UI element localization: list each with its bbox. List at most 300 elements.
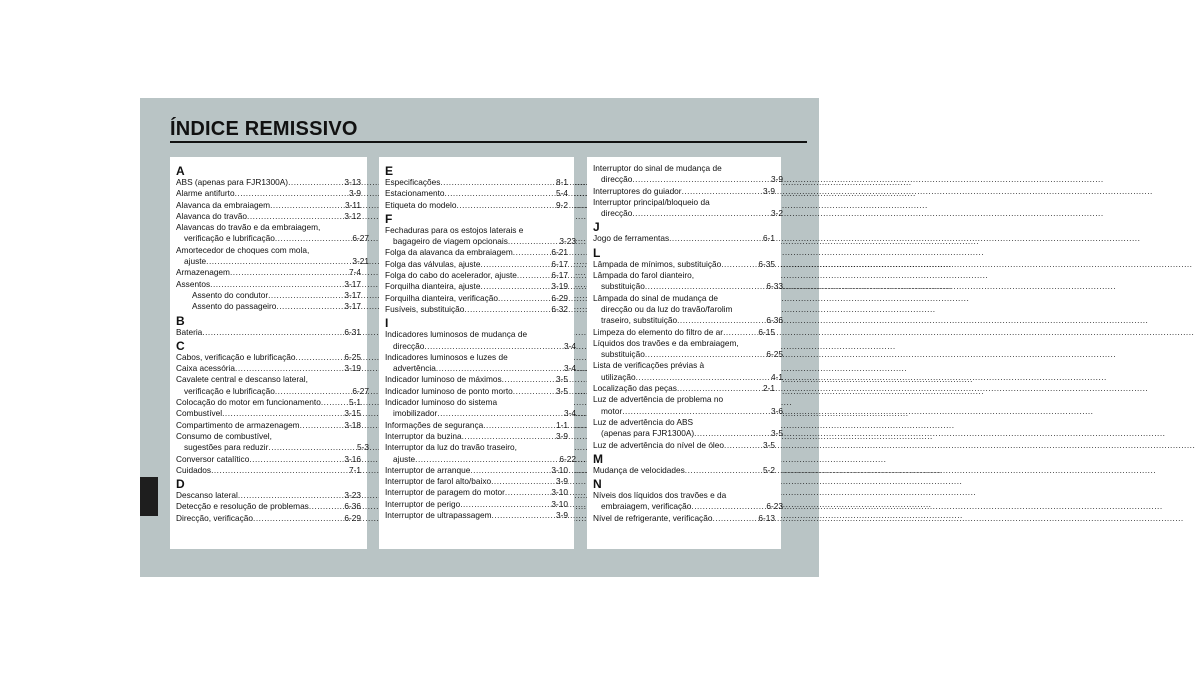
dot-leader — [632, 208, 771, 219]
index-entry — [385, 386, 568, 397]
dot-leader — [275, 233, 353, 244]
index-entry — [385, 329, 576, 352]
index-entry — [385, 476, 568, 487]
index-page-number: 3-2 — [771, 208, 783, 219]
dot-leader — [276, 301, 344, 312]
index-entry-text: Interruptores do guiador — [593, 185, 682, 196]
dot-leader — [202, 327, 344, 338]
dot-leader — [505, 487, 551, 498]
index-entry — [385, 487, 568, 498]
index-page-number: 9-2 — [556, 199, 568, 210]
index-page-number: 3-9 — [771, 174, 783, 185]
dot-leader — [685, 465, 763, 476]
index-entry-line — [385, 431, 568, 442]
index-entry — [176, 490, 361, 501]
index-page-number: 3-5 — [556, 374, 568, 385]
dot-leader — [721, 259, 758, 270]
index-entry-text: direcção — [393, 340, 425, 351]
index-letter-heading: E — [385, 164, 394, 178]
dot-leader — [275, 386, 353, 397]
index-page-number: 6-32 — [551, 303, 568, 314]
index-entry-text: Assento do passageiro — [192, 301, 277, 312]
index-entry-text: Combustível — [176, 408, 223, 419]
dot-leader — [440, 177, 556, 188]
index-entry-line — [176, 188, 361, 199]
index-letter-heading: I — [385, 316, 389, 331]
index-page-number: 3-4 — [564, 340, 576, 351]
index-entry-text: Jogo de ferramentas — [593, 233, 670, 244]
index-entry-line — [192, 290, 361, 301]
index-page-number: 6-27 — [352, 385, 369, 396]
index-page-number: 6-29 — [551, 292, 568, 303]
dot-leader — [480, 281, 551, 292]
index-entry-line — [385, 304, 568, 315]
index-page-number: 6-33 — [766, 281, 783, 292]
index-entry-text: Luz de advertência de problema no — [593, 394, 724, 405]
index-entry-text: Interruptor de paragem do motor — [385, 487, 505, 498]
index-page-number: 3-23 — [344, 490, 361, 501]
index-page-number: 3-12 — [344, 210, 361, 221]
index-page-number: 7-1 — [349, 464, 361, 475]
dot-leader — [457, 200, 557, 211]
index-page-number: 6-22 — [559, 453, 576, 464]
index-entry-text: Colocação do motor em funcionamento — [176, 397, 321, 408]
index-entry — [176, 279, 361, 290]
index-entry — [176, 244, 369, 268]
dot-leader — [415, 454, 559, 465]
index-page-number: 3-13 — [344, 177, 361, 187]
index-page-number: 6-21 — [551, 247, 568, 258]
index-entry — [385, 499, 568, 510]
index-page-number: 3-23 — [559, 236, 576, 247]
index-letter-heading: M — [593, 451, 603, 466]
index-entry-line — [176, 408, 361, 419]
dot-leader — [436, 363, 564, 374]
index-entry — [385, 281, 568, 292]
index-entry-text: verificação e lubrificação — [184, 385, 275, 396]
index-entry-text: Fechaduras para os estojos laterais e — [385, 224, 524, 235]
dot-leader — [464, 304, 551, 315]
dot-leader — [424, 341, 564, 352]
dot-leader — [235, 363, 344, 374]
index-entry-text: (apenas para FJR1300A) — [601, 428, 695, 439]
index-entry-line — [593, 349, 783, 360]
index-page-number: 6-25 — [344, 351, 361, 362]
index-entry-text: Cavalete central e descanso lateral, — [176, 374, 308, 385]
index-letter-heading: F — [385, 211, 393, 226]
index-entry — [176, 267, 361, 278]
index-entry-text: Nível de refrigerante, verificação — [593, 512, 713, 523]
index-entry-line — [593, 406, 783, 417]
index-entry-line — [176, 200, 361, 211]
index-entry-text: Detecção e resolução de problemas — [176, 501, 309, 512]
index-entry-text: Interruptor de arranque — [385, 464, 471, 475]
index-entry-text: Caixa acessória — [176, 363, 236, 374]
index-entry-text: traseiro, substituição — [601, 315, 678, 326]
dot-leader — [645, 281, 767, 292]
index-entry-line — [385, 374, 568, 385]
index-entry-text: Alavanca da embraiagem — [176, 199, 271, 210]
index-column-2 — [379, 157, 574, 549]
index-entry-text: direcção ou da luz do travão/farolim — [601, 303, 733, 314]
index-entry-text: Compartimento de armazenagem — [176, 419, 300, 430]
dot-leader — [268, 290, 344, 301]
index-entry-line — [176, 279, 361, 290]
index-entry — [176, 501, 361, 512]
dot-leader — [677, 383, 763, 394]
index-entry — [385, 247, 568, 258]
index-page-number: 3-10 — [551, 487, 568, 498]
index-page-number: 3-5 — [763, 439, 775, 450]
index-entry-text: Luz de advertência do nível de óleo — [593, 439, 725, 450]
dot-leader — [222, 408, 344, 419]
index-entry-text: Interruptor de perigo — [385, 498, 461, 509]
index-entry-text: direcção — [601, 174, 633, 185]
index-entry — [176, 430, 369, 454]
index-entry-text: Especificações — [385, 177, 441, 187]
index-entry-text: Assento do condutor — [192, 289, 269, 300]
index-page-number: 3-11 — [345, 199, 361, 210]
index-entry — [176, 374, 369, 397]
dot-leader — [211, 465, 349, 476]
index-entry — [385, 420, 568, 431]
index-entry — [176, 222, 369, 245]
dot-leader — [492, 510, 556, 521]
index-letter-heading: J — [593, 220, 600, 235]
index-entry-text: Informações de segurança — [385, 419, 484, 430]
index-entry-line — [385, 341, 576, 352]
index-entry — [593, 259, 775, 270]
index-entry — [593, 383, 775, 394]
index-entry — [176, 420, 361, 431]
index-entry — [593, 513, 775, 524]
page-title: ÍNDICE REMISSIVO — [170, 118, 358, 140]
index-page-number: 3-6 — [771, 405, 783, 416]
index-entry-line — [176, 454, 361, 465]
index-page-number: 6-25 — [766, 349, 783, 360]
index-entry-line — [385, 247, 568, 258]
index-entry-line — [385, 487, 568, 498]
index-entry-line — [385, 236, 576, 247]
dot-leader — [677, 315, 766, 326]
index-entry-line — [593, 383, 775, 394]
dot-leader — [210, 279, 344, 290]
index-entry-line — [385, 499, 568, 510]
dot-leader — [235, 188, 349, 199]
dot-leader — [480, 259, 551, 270]
index-entry — [593, 186, 775, 197]
index-page-number: 6-17 — [551, 270, 568, 281]
index-entry — [176, 188, 361, 199]
index-entry — [176, 200, 361, 211]
index-entry — [176, 211, 361, 222]
dot-leader — [691, 501, 766, 512]
dot-leader — [295, 352, 344, 363]
index-entry-text: Níveis dos líquidos dos travões e da — [593, 490, 727, 501]
index-entry-text: Folga das válvulas, ajuste — [385, 258, 481, 269]
index-entry-line — [593, 281, 783, 292]
index-entry-text: motor — [601, 405, 623, 416]
index-entry-text: direcção — [601, 208, 633, 219]
dot-leader — [712, 513, 758, 524]
dot-leader — [206, 256, 352, 267]
index-entry-line — [176, 386, 369, 397]
index-entry — [176, 465, 361, 476]
index-letter-heading: C — [176, 338, 185, 353]
index-entry-text: Conversor catalítico — [176, 453, 250, 464]
index-entry-line — [192, 301, 361, 312]
index-entry-line — [385, 476, 568, 487]
index-page-number: 3-17 — [344, 278, 361, 289]
index-letter-heading: L — [593, 245, 601, 260]
index-entry-line — [176, 233, 369, 244]
index-letter-heading: D — [176, 477, 185, 492]
index-entry-line — [176, 363, 361, 374]
index-entry-line — [593, 327, 775, 338]
index-entry-text: Etiqueta do modelo — [385, 199, 457, 210]
index-entry-line — [176, 513, 361, 524]
index-entry-text: Líquidos dos travões e da embraiagem, — [593, 337, 739, 348]
index-letter-heading: B — [176, 313, 185, 328]
index-entry — [593, 270, 783, 293]
index-page-number: 3-4 — [564, 363, 576, 374]
index-page-number: 6-17 — [551, 258, 568, 269]
index-entry-text: Fusíveis, substituição — [385, 303, 465, 314]
index-entry-line — [593, 440, 775, 451]
index-entry — [593, 327, 775, 338]
index-page-number: 3-9 — [556, 476, 568, 487]
dot-leader — [645, 349, 767, 360]
index-entry — [593, 196, 783, 220]
index-entry — [593, 163, 783, 186]
index-page-number: 3-9 — [349, 188, 361, 199]
index-entry-line — [593, 513, 775, 524]
index-entry-text: Cabos, verificação e lubrificação — [176, 351, 296, 362]
index-entry-line — [385, 270, 568, 281]
index-entry-text: Folga do cabo do acelerador, ajuste — [385, 270, 517, 281]
index-letter-heading: A — [176, 164, 185, 178]
dot-leader — [321, 397, 349, 408]
index-entry — [385, 304, 568, 315]
index-entry-line — [176, 442, 369, 453]
index-page-number: 6-35 — [758, 258, 775, 269]
index-entry-line — [593, 233, 775, 244]
index-entry — [176, 513, 361, 524]
dot-leader — [502, 374, 556, 385]
index-entry-line — [385, 386, 568, 397]
dot-leader — [483, 420, 556, 431]
index-entry-text: Indicadores luminosos de mudança de — [385, 329, 528, 340]
index-entry-text: Mudança de velocidades — [593, 464, 685, 475]
index-entry — [176, 363, 361, 374]
index-page-number: 3-9 — [763, 185, 775, 196]
dot-leader — [636, 372, 771, 383]
dot-leader — [270, 200, 345, 211]
index-page-number: 4-1 — [771, 371, 783, 382]
index-entry — [385, 351, 576, 375]
index-entry — [593, 416, 783, 440]
index-page-number: 7-4 — [349, 267, 361, 278]
index-page-number: 3-17 — [344, 301, 361, 312]
index-entry — [176, 454, 361, 465]
index-entry-line — [176, 177, 361, 188]
dot-leader — [300, 420, 345, 431]
index-page-number: 3-18 — [344, 419, 361, 430]
index-entry-text: Lâmpada de mínimos, substituição — [593, 258, 722, 269]
index-entry — [176, 397, 361, 408]
dot-leader — [309, 501, 345, 512]
dot-leader — [491, 476, 556, 487]
index-entry — [385, 465, 568, 476]
dot-leader — [268, 442, 357, 453]
index-page-number: 6-13 — [758, 512, 775, 523]
dot-leader — [723, 327, 758, 338]
dot-leader — [682, 186, 763, 197]
index-entry-text: Lista de verificações prévias à — [593, 360, 705, 371]
dot-leader — [513, 386, 556, 397]
index-entry-line — [593, 372, 783, 383]
index-page-number: 3-10 — [551, 464, 568, 475]
index-entry-line — [593, 501, 783, 512]
index-page-number: 3-16 — [344, 453, 361, 464]
index-page-number: 6-15 — [758, 326, 775, 337]
index-entry — [385, 510, 568, 521]
dot-leader — [460, 499, 551, 510]
index-page-number: 3-19 — [344, 363, 361, 374]
index-page-number: 3-19 — [551, 281, 568, 292]
index-entry-text: Indicador luminoso de máximos — [385, 374, 502, 385]
index-entry-text: Bateria — [176, 326, 203, 337]
index-page-number: 3-5 — [556, 385, 568, 396]
index-entry — [176, 352, 361, 363]
index-entry-text: verificação e lubrificação — [184, 233, 275, 244]
dot-leader — [437, 408, 564, 419]
index-entry-text: Interruptor da luz do travão traseiro, — [385, 442, 517, 453]
dot-leader — [694, 428, 771, 439]
index-entry-line — [593, 465, 775, 476]
index-entry-text: sugestões para reduzir — [184, 442, 269, 453]
index-page-number: 3-10 — [551, 498, 568, 509]
chapter-tab — [140, 477, 158, 516]
index-entry-line — [385, 420, 568, 431]
index-entry-text: ajuste — [184, 256, 207, 267]
index-entry-line — [385, 465, 568, 476]
index-page-number: 3-17 — [344, 289, 361, 300]
index-entry-text: Interruptor de farol alto/baixo — [385, 476, 492, 487]
index-entry-text: Interruptor do sinal de mudança de — [593, 163, 722, 173]
index-entry — [176, 290, 361, 301]
index-entry-text: Limpeza do elemento do filtro de ar — [593, 326, 724, 337]
index-entry-line — [593, 174, 783, 185]
index-entry — [385, 259, 568, 270]
index-entry-line — [176, 420, 361, 431]
index-entry-line — [385, 510, 568, 521]
index-entry-text: Descanso lateral — [176, 490, 238, 501]
index-page-number: 5-3 — [357, 442, 369, 453]
index-entry-text: advertência — [393, 363, 436, 374]
index-entry-line — [385, 454, 576, 465]
index-entry-line — [385, 177, 568, 188]
index-entry-text: utilização — [601, 371, 636, 382]
index-entry — [385, 374, 568, 385]
dot-leader — [517, 270, 551, 281]
index-entry-text: Indicador luminoso do sistema — [385, 397, 498, 408]
index-entry-line — [385, 293, 568, 304]
index-entry — [385, 293, 568, 304]
index-letter-heading: N — [593, 477, 602, 492]
index-page-number: 3-9 — [556, 510, 568, 521]
index-entry-text: Alavancas do travão e da embraiagem, — [176, 222, 321, 233]
dot-leader — [238, 490, 345, 501]
index-entry-line — [593, 315, 783, 326]
dot-leader — [513, 247, 552, 258]
dot-leader — [253, 513, 344, 524]
index-entry-text: Alavanca do travão — [176, 210, 248, 221]
index-entry-text: ajuste — [393, 453, 416, 464]
index-entry-text: Direcção, verificação — [176, 512, 254, 523]
index-entry-text: Lâmpada do farol dianteiro, — [593, 270, 695, 281]
index-page-number: 6-29 — [344, 512, 361, 523]
index-entry-line — [385, 259, 568, 270]
index-entry-line — [385, 281, 568, 292]
index-entry-line — [593, 428, 783, 439]
index-entry — [385, 177, 568, 188]
index-entry — [593, 233, 775, 244]
index-page-number: 5-1 — [349, 397, 361, 408]
dot-leader — [249, 454, 344, 465]
index-page-number: 3-9 — [556, 430, 568, 441]
index-entry-line — [385, 200, 568, 211]
index-entry — [176, 301, 361, 312]
index-entry — [593, 465, 775, 476]
index-entry-text: Amortecedor de choques com mola, — [176, 244, 310, 255]
index-entry-text: substituição — [601, 281, 645, 292]
index-entry-text: Armazenagem — [176, 267, 230, 278]
index-entry-text: ABS (apenas para FJR1300A) — [176, 177, 289, 187]
index-entry — [593, 337, 783, 361]
index-page-number: 6-1 — [763, 233, 775, 244]
index-entry-text: Forquilha dianteira, verificação — [385, 292, 498, 303]
index-entry-text: Luz de advertência do ABS — [593, 416, 694, 427]
index-entry-text: bagageiro de viagem opcionais — [393, 236, 508, 247]
index-page-number: 5-4 — [556, 188, 568, 199]
index-entry — [385, 442, 576, 465]
index-entry-line — [176, 501, 361, 512]
dot-leader — [498, 293, 551, 304]
index-entry — [385, 397, 576, 420]
index-entry-text: Indicadores luminosos e luzes de — [385, 351, 508, 362]
index-entry-line — [176, 267, 361, 278]
index-entry-text: Assentos — [176, 278, 211, 289]
index-entry — [385, 270, 568, 281]
index-entry-line — [176, 397, 361, 408]
index-entry — [385, 188, 568, 199]
index-entry-line — [593, 208, 783, 219]
index-column-3 — [587, 157, 781, 549]
index-entry-line — [176, 490, 361, 501]
index-entry-line — [385, 363, 576, 374]
index-entry-text: imobilizador — [393, 408, 438, 419]
index-page-number: 6-23 — [766, 501, 783, 512]
dot-leader — [445, 188, 557, 199]
index-page-number: 3-4 — [564, 408, 576, 419]
index-entry-text: Indicador luminoso de ponto morto — [385, 385, 513, 396]
index-entry — [593, 490, 783, 513]
index-entry — [385, 224, 576, 248]
index-entry-text: Interruptor principal/bloqueio da — [593, 196, 710, 207]
index-entry — [593, 360, 783, 383]
index-page-number: 3-5 — [771, 428, 783, 439]
